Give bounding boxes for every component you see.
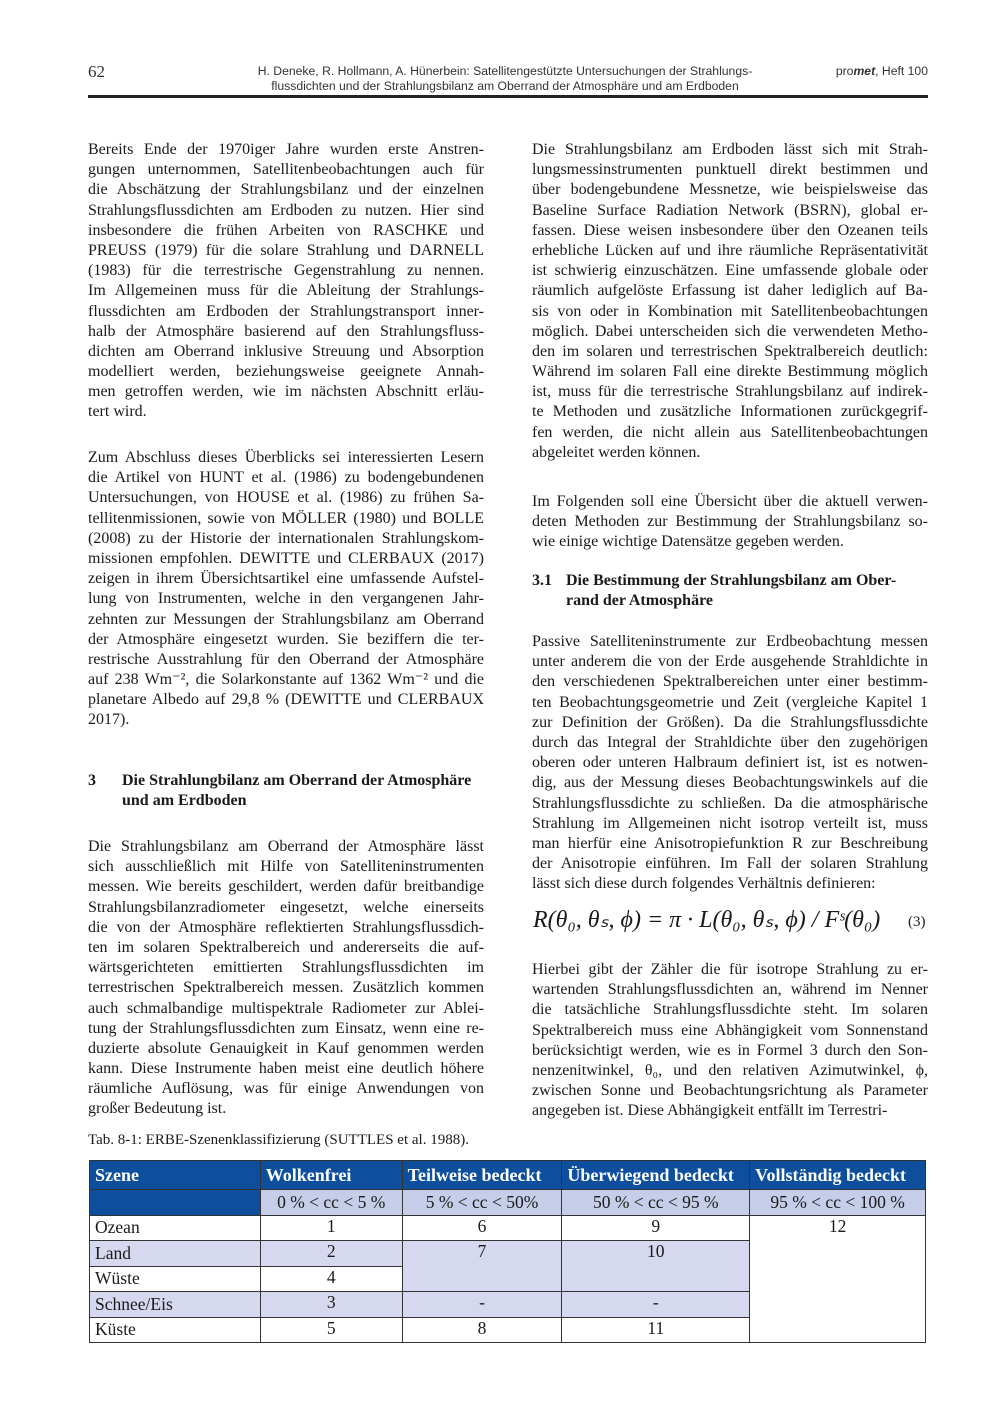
text-line: ist schwierig einzuschätzen. Eine umfassende globale oder bbox=[532, 262, 928, 280]
text-line: wärtsgerichteten emittierten Strahlungsflussdichten im bbox=[88, 959, 484, 977]
text-line: kann. Diese Instrumente haben meist eine deutlich höhere bbox=[88, 1060, 484, 1078]
value-cell: 4 bbox=[260, 1266, 402, 1292]
text-line: wie einige wichtige Datensätze gegeben werden. bbox=[532, 533, 844, 551]
text-line: Im Allgemeinen muss für die Ableitung der Strahlungs- bbox=[88, 282, 484, 300]
text-line: die Abschätzung der Strahlungsbilanz und der einzelnen bbox=[88, 181, 484, 199]
text-line: angegeben ist. Diese Abhängigkeit entfällt im Terrestri- bbox=[532, 1102, 888, 1120]
text-line: fassen. Diese weisen insbesondere über den Ozeanen teils bbox=[532, 221, 928, 239]
equation-number: (3) bbox=[908, 914, 926, 930]
column-header: Überwiegend bedeckt bbox=[562, 1161, 750, 1190]
text-line: Bereits Ende der 1970iger Jahre wurden erste Anstren- bbox=[88, 141, 484, 158]
text-line: tert wird. bbox=[88, 403, 147, 421]
text-line: zehnten zur Messungen der Strahlungsbilanz am Oberrand bbox=[88, 610, 484, 628]
text-line: gungen unternommen, Satellitenbeobachtungen auch für bbox=[88, 161, 484, 179]
column-header: Teilweise bedeckt bbox=[402, 1161, 562, 1190]
value-cell: 6 bbox=[402, 1215, 562, 1241]
text-line: 2017). bbox=[88, 711, 130, 729]
section-title-line-2: und am Erdboden bbox=[122, 792, 247, 810]
range-cell: 50 % < cc < 95 % bbox=[562, 1190, 750, 1216]
text-line: Passive Satelliteninstrumente zur Erdbeobachtung messen bbox=[532, 633, 928, 650]
text-line: Zum Abschluss dieses Überblicks sei interessierten Lesern bbox=[88, 449, 484, 466]
text-line: durch das Integral der Strahldichte über den zugehörigen bbox=[532, 733, 928, 751]
text-line: restrische Ausstrahlung für den Oberrand der Atmosphäre bbox=[88, 650, 484, 668]
text-line: oberen oder unteren Halbraum definiert ist, ist es notwen- bbox=[532, 754, 928, 772]
value-cell: 9 bbox=[562, 1215, 750, 1241]
paragraph bbox=[532, 140, 928, 463]
value-cell: 1 bbox=[260, 1215, 402, 1241]
text-line: ten im solaren Spektralbereich und andererseits die auf- bbox=[88, 938, 484, 956]
text-line: Spektralbereich muss eine Abhängigkeit vom Sonnenstand bbox=[532, 1021, 928, 1039]
value-cell: 11 bbox=[562, 1317, 750, 1343]
text-line: Hierbei gibt der Zähler die für isotrope Strahlung zu er- bbox=[532, 961, 928, 978]
range-cell: 5 % < cc < 50% bbox=[402, 1190, 562, 1216]
text-line: dig, aus der Messung dieses Beobachtungswinkels auf die bbox=[532, 774, 928, 792]
column-header: Szene bbox=[90, 1161, 261, 1190]
text-line: sich ausschließlich mit Hilfe von Satelliteninstrumenten bbox=[88, 858, 484, 876]
table-row bbox=[90, 1215, 926, 1241]
value-cell: 3 bbox=[260, 1292, 402, 1318]
text-line: tung der Strahlungsflussdichten zum Einsatz, wenn eine re- bbox=[88, 1019, 484, 1037]
scene-cell: Wüste bbox=[90, 1266, 261, 1292]
text-line: auf 238 Wm⁻², die Solarkonstante auf 1362 Wm⁻² und die bbox=[88, 671, 484, 689]
text-line: Strahlungsflussdichten am Erdboden zu nutzen. Hier sind bbox=[88, 201, 484, 219]
text-line: Baseline Surface Radiation Network (BSRN), global er- bbox=[532, 201, 928, 219]
text-line: Strahlungsbilanzradiometer eingesetzt, welche einerseits bbox=[88, 898, 484, 916]
value-cell: - bbox=[562, 1292, 750, 1318]
section-title-line-1: Die Bestimmung der Strahlungsbilanz am Ober- bbox=[566, 572, 897, 589]
text-line: erhebliche Lücken auf und ihre räumliche Repräsentativität bbox=[532, 241, 928, 259]
text-line: missionen empfohlen. DEWITTE und CLERBAUX (2017) bbox=[88, 549, 484, 567]
text-line: Im Folgenden soll eine Übersicht über die aktuell verwen- bbox=[532, 493, 928, 510]
paragraph bbox=[532, 960, 928, 1122]
column-header: Wolkenfrei bbox=[260, 1161, 402, 1190]
text-line: unter anderem die von der Erde ausgehende Strahldichte in bbox=[532, 653, 928, 671]
value-cell: 7 bbox=[402, 1241, 562, 1292]
scene-cell: Schnee/Eis bbox=[90, 1292, 261, 1318]
table-header-row bbox=[90, 1161, 926, 1190]
text-line: zwischen Sonne und Beobachtungsrichtung als Parameter bbox=[532, 1082, 928, 1100]
text-line: über bodengebundene Messnetze, wie beispielsweise das bbox=[532, 181, 928, 199]
text-line: (2008) zu der Historie der internationalen Strahlungskom- bbox=[88, 529, 484, 547]
text-line: dichten am Oberrand inklusive Streuung und Absorption bbox=[88, 342, 484, 360]
text-line: lung von Instrumenten, welche in den vergangenen Jahr- bbox=[88, 590, 484, 608]
cloud-cover-range-row bbox=[90, 1190, 926, 1216]
scene-cell: Land bbox=[90, 1241, 261, 1267]
text-line: den im solaren und terrestrischen Spektralbereich deutlich: bbox=[532, 342, 928, 360]
value-cell: 5 bbox=[260, 1317, 402, 1343]
equation: R(θ₀, θₛ, ϕ) = π · L(θ₀, θₛ, ϕ) / Fˢ(θ₀) bbox=[533, 907, 881, 933]
text-line: Die Strahlungsbilanz am Erdboden lässt sich mit Strah- bbox=[532, 141, 928, 158]
text-line: Strahlungsflussdichte zu schließen. Da die atmosphärische bbox=[532, 794, 928, 812]
text-line: planetare Albedo auf 29,8 % (DEWITTE und CLERBAUX bbox=[88, 691, 484, 709]
text-line: tellitenmissionen, sowie von MÖLLER (1980) und BOLLE bbox=[88, 509, 484, 527]
text-line: PREUSS (1979) für die solare Strahlung und DARNELL bbox=[88, 241, 484, 259]
text-line: man hierfür eine Anisotropiefunktion R zur Beschreibung bbox=[532, 834, 928, 852]
section-number: 3 bbox=[88, 772, 96, 789]
text-line: Untersuchungen, von HOUSE et al. (1986) zu frühen Sa- bbox=[88, 489, 484, 507]
running-header-line-2: flussdichten und der Strahlungsbilanz am Oberrand der Atmosphäre und am Erdboden bbox=[271, 79, 739, 93]
range-cell: 0 % < cc < 5 % bbox=[260, 1190, 402, 1216]
text-line: deten Methoden zur Bestimmung der Strahlungsbilanz so- bbox=[532, 513, 928, 531]
value-cell: - bbox=[402, 1292, 562, 1318]
value-cell: 2 bbox=[260, 1241, 402, 1267]
value-cell: 8 bbox=[402, 1317, 562, 1343]
value-cell: 12 bbox=[750, 1215, 926, 1343]
text-line: lungsmessinstrumenten punktuell direkt bestimmen und bbox=[532, 161, 928, 179]
header-rule bbox=[88, 95, 928, 98]
text-line: zur Definition der Größen). Da die Strahlungsflussdichte bbox=[532, 713, 928, 731]
text-line: den verschiedenen Spektralbereichen unter einer bestimm- bbox=[532, 673, 928, 691]
range-cell: 95 % < cc < 100 % bbox=[750, 1190, 926, 1216]
section-title-line-1: Die Strahlungbilanz am Oberrand der Atmosphäre bbox=[122, 772, 472, 789]
text-line: nenzenitwinkel, θ₀, und den relativen Azimutwinkel, ϕ, bbox=[532, 1061, 928, 1079]
running-header bbox=[200, 64, 810, 94]
text-line: abgeleitet werden können. bbox=[532, 443, 701, 461]
text-line: ist, muss für die terrestrische Strahlungsbilanz auf indirek- bbox=[532, 383, 928, 401]
text-line: ten Beobachtungsgeometrie und Zeit (vergleiche Kapitel 1 bbox=[532, 693, 928, 711]
text-line: der Atmosphäre eingesetzt wurden. Sie beziffern die ter- bbox=[88, 630, 484, 648]
scene-classification-table bbox=[89, 1160, 926, 1343]
text-line: insbesondere die frühen Arbeiten von RASCHKE und bbox=[88, 221, 484, 239]
journal-issue-number: , Heft 100 bbox=[875, 64, 928, 78]
text-line: men getroffen werden, wie im nächsten Abschnitt erläu- bbox=[88, 383, 484, 401]
text-line: (1983) für die terrestrische Gegenstrahlung zu nennen. bbox=[88, 262, 484, 280]
paragraph bbox=[88, 837, 484, 1120]
table-caption: Tab. 8-1: ERBE-Szenenklassifizierung (SUTTLES et al. 1988). bbox=[88, 1132, 469, 1148]
text-line: Während im solaren Fall eine direkte Bestimmung möglich bbox=[532, 363, 928, 381]
text-line: messen. Wie bereits geschildert, werden dafür breitbandige bbox=[88, 878, 484, 896]
text-line: Die Strahlungsbilanz am Oberrand der Atmosphäre lässt bbox=[88, 838, 484, 855]
scene-cell: Küste bbox=[90, 1317, 261, 1343]
text-line: flussdichten am Erdboden der Strahlungstransport inner- bbox=[88, 302, 484, 320]
text-line: Strahlung im Allgemeinen nicht isotrop verteilt ist, muss bbox=[532, 814, 928, 832]
text-line: die von der Atmosphäre reflektierten Strahlungsflussdich- bbox=[88, 918, 484, 936]
text-line: lässt sich diese durch folgendes Verhältnis definieren: bbox=[532, 875, 876, 893]
text-line: te Methoden und zusätzliche Informationen zurückgegrif- bbox=[532, 403, 928, 421]
value-cell: 10 bbox=[562, 1241, 750, 1292]
text-line: halb der Atmosphäre basierend auf den Strahlungsfluss- bbox=[88, 322, 484, 340]
text-line: auch schmalbandige multispektrale Radiometer zur Ablei- bbox=[88, 999, 484, 1017]
running-header-line-1: H. Deneke, R. Hollmann, A. Hünerbein: Satellitengestützte Untersuchungen der Strahlungs- bbox=[257, 64, 753, 78]
text-line: duzierte absolute Genauigkeit in Kauf genommen werden bbox=[88, 1039, 484, 1057]
paragraph bbox=[88, 448, 484, 731]
text-line: terrestrischen Spektralbereich messen. Zusätzlich kommen bbox=[88, 979, 484, 997]
text-line: wartenden Strahlungsflussdichten an, während im Nenner bbox=[532, 981, 928, 999]
paragraph bbox=[532, 492, 928, 553]
text-line: berücksichtigt werden, wie es in Formel 3 durch den Son- bbox=[532, 1041, 928, 1059]
text-line: die Artikel von HUNT et al. (1986) zu bodengebundenen bbox=[88, 469, 484, 487]
section-number: 3.1 bbox=[532, 572, 552, 589]
journal-brand: met bbox=[853, 64, 876, 78]
text-line: sis von oder in Kombination mit Satellitenbeobachtungen bbox=[532, 302, 928, 320]
text-line: räumliche Auflösung, was für einige Anwendungen von bbox=[88, 1080, 484, 1098]
text-line: die tatsächliche Strahlungsflussdichte steht. Im solaren bbox=[532, 1001, 928, 1019]
page-number: 62 bbox=[88, 62, 105, 81]
journal-prefix: pro bbox=[835, 64, 854, 78]
column-header: Vollständig bedeckt bbox=[750, 1161, 926, 1190]
section-title-line-2: rand der Atmosphäre bbox=[566, 592, 713, 610]
paragraph bbox=[532, 632, 928, 894]
header-blank-cell bbox=[90, 1190, 261, 1216]
paragraph bbox=[88, 140, 484, 423]
text-line: fen werden, die nicht allein aus Satellitenbeobachtungen bbox=[532, 423, 928, 441]
scene-cell: Ozean bbox=[90, 1215, 261, 1241]
text-line: modelliert werden, beziehungsweise geeignete Annah- bbox=[88, 363, 484, 381]
text-line: räumlich aufgelöste Erfassung ist daher lediglich auf Ba- bbox=[532, 282, 928, 300]
text-line: zeigen in ihrem Übersichtsartikel eine umfassende Aufstel- bbox=[88, 570, 484, 588]
text-line: der Anisotropie einführen. Im Fall der solaren Strahlung bbox=[532, 855, 928, 873]
text-line: möglich. Dabei unterscheiden sich die verwendeten Metho- bbox=[532, 322, 928, 340]
journal-issue bbox=[836, 64, 928, 78]
text-line: großer Bedeutung ist. bbox=[88, 1100, 227, 1118]
